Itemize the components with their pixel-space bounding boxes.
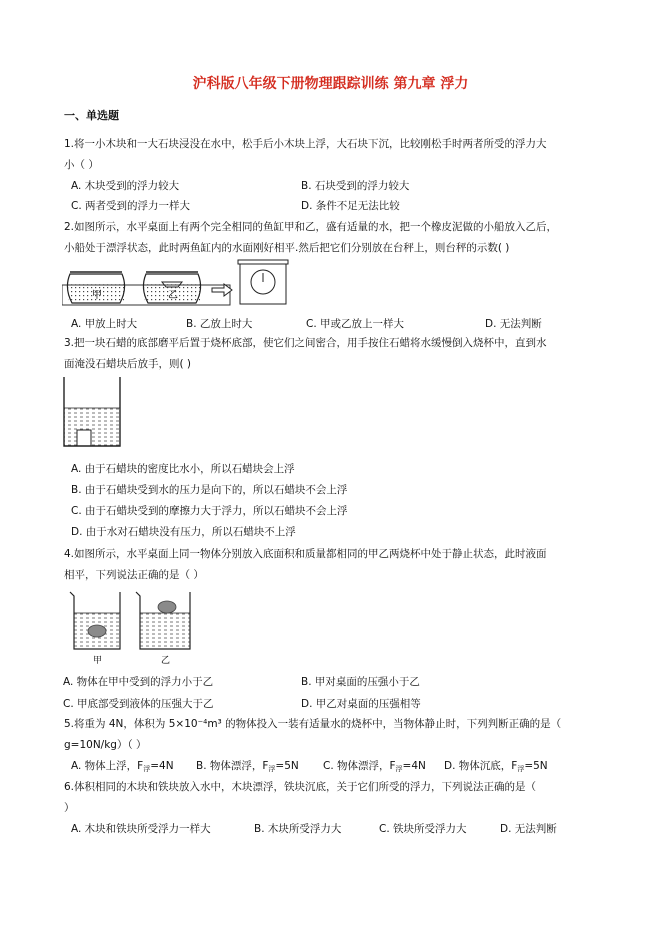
q5-stem-line2: g=10N/kg）（ ） <box>64 739 147 751</box>
q4-label-jia: 甲 <box>93 656 103 666</box>
q2-option-a[interactable]: A. 甲放上时大 <box>71 318 138 330</box>
q4-option-d[interactable]: D. 甲乙对桌面的压强相等 <box>301 698 421 710</box>
q3-stem-line1: 3.把一块石蜡的底部磨平后置于烧杯底部，使它们之间密合，用手按住石蜡将水缓慢倒入烧杯中，直到水 <box>64 337 547 349</box>
q2-label-yi: 乙 <box>168 290 178 301</box>
q2-option-d[interactable]: D. 无法判断 <box>485 318 542 330</box>
q6-option-c[interactable]: C. 铁块所受浮力大 <box>379 823 467 835</box>
q3-figure-beaker-with-wax <box>62 375 124 449</box>
q5-option-c[interactable]: C. 物体漂浮，$F_浮=4N$ <box>323 760 426 773</box>
q6-stem-line2: ） <box>64 802 75 814</box>
q4-figure-two-beakers <box>62 588 202 666</box>
page-title: 沪科版八年级下册物理跟踪训练 第九章 浮力 <box>192 76 469 92</box>
q6-option-a[interactable]: A. 木块和铁块所受浮力一样大 <box>71 823 211 835</box>
q2-option-c[interactable]: C. 甲或乙放上一样大 <box>306 318 405 330</box>
q4-option-b[interactable]: B. 甲对桌面的压强小于乙 <box>301 676 420 688</box>
q3-stem-line2: 面淹没石蜡块后放手，则( ) <box>64 358 192 370</box>
q4-option-a[interactable]: A. 物体在甲中受到的浮力小于乙 <box>63 676 214 688</box>
q3-option-b[interactable]: B. 由于石蜡块受到水的压力是向下的，所以石蜡块不会上浮 <box>71 484 348 496</box>
q4-stem-line2: 相平，下列说法正确的是（ ） <box>64 569 204 581</box>
q2-option-b[interactable]: B. 乙放上时大 <box>186 318 253 330</box>
q4-option-c[interactable]: C. 甲底部受到液体的压强大于乙 <box>63 698 214 710</box>
q1-option-a[interactable]: A. 木块受到的浮力较大 <box>71 180 180 192</box>
q5-stem-line1: 5.将重为 4N，体积为 5×10⁻⁴m³ 的物体投入一装有适量水的烧杯中，当物体静止时，下列判断正确的是（ <box>64 718 562 730</box>
q1-option-c[interactable]: C. 两者受到的浮力一样大 <box>71 200 191 212</box>
q3-option-d[interactable]: D. 由于水对石蜡块没有压力，所以石蜡块不上浮 <box>71 526 296 538</box>
q5-option-b[interactable]: B. 物体漂浮，$F_浮=5N$ <box>196 760 299 773</box>
q2-stem-line2: 小船处于漂浮状态，此时两鱼缸内的水面刚好相平.然后把它们分别放在台秤上，则台秤的示数( ) <box>64 242 510 254</box>
q1-option-d[interactable]: D. 条件不足无法比较 <box>301 200 400 212</box>
q3-option-a[interactable]: A. 由于石蜡块的密度比水小，所以石蜡块会上浮 <box>71 463 295 475</box>
q4-stem-line1: 4.如图所示，水平桌面上同一物体分别放入底面积和质量都相同的甲乙两烧杯中处于静止状态，此时液面 <box>64 548 547 560</box>
q3-option-c[interactable]: C. 由于石蜡块受到的摩擦力大于浮力，所以石蜡块不会上浮 <box>71 505 348 517</box>
q6-option-d[interactable]: D. 无法判断 <box>500 823 557 835</box>
q2-stem-line1: 2.如图所示，水平桌面上有两个完全相同的鱼缸甲和乙，盛有适量的水，把一个橡皮泥做的小船放入乙后， <box>64 221 558 233</box>
q1-stem-line2: 小（ ） <box>64 159 99 171</box>
q6-stem-line1: 6.体积相同的木块和铁块放入水中，木块漂浮，铁块沉底，关于它们所受的浮力，下列说法正确的是（ <box>64 781 537 793</box>
q5-option-d[interactable]: D. 物体沉底，$F_浮=5N$ <box>444 760 548 773</box>
section-heading: 一、单选题 <box>64 109 119 122</box>
q2-label-jia: 甲 <box>92 290 102 301</box>
q5-option-a[interactable]: A. 物体上浮，$F_浮=4N$ <box>71 760 174 773</box>
q2-figure-fish-tanks-and-scale <box>62 258 294 310</box>
q1-option-b[interactable]: B. 石块受到的浮力较大 <box>301 180 410 192</box>
q1-stem-line1: 1.将一小木块和一大石块浸没在水中，松手后小木块上浮，大石块下沉，比较刚松手时两者所受的浮力大 <box>64 138 547 150</box>
q4-label-yi: 乙 <box>161 656 171 666</box>
q6-option-b[interactable]: B. 木块所受浮力大 <box>254 823 342 835</box>
